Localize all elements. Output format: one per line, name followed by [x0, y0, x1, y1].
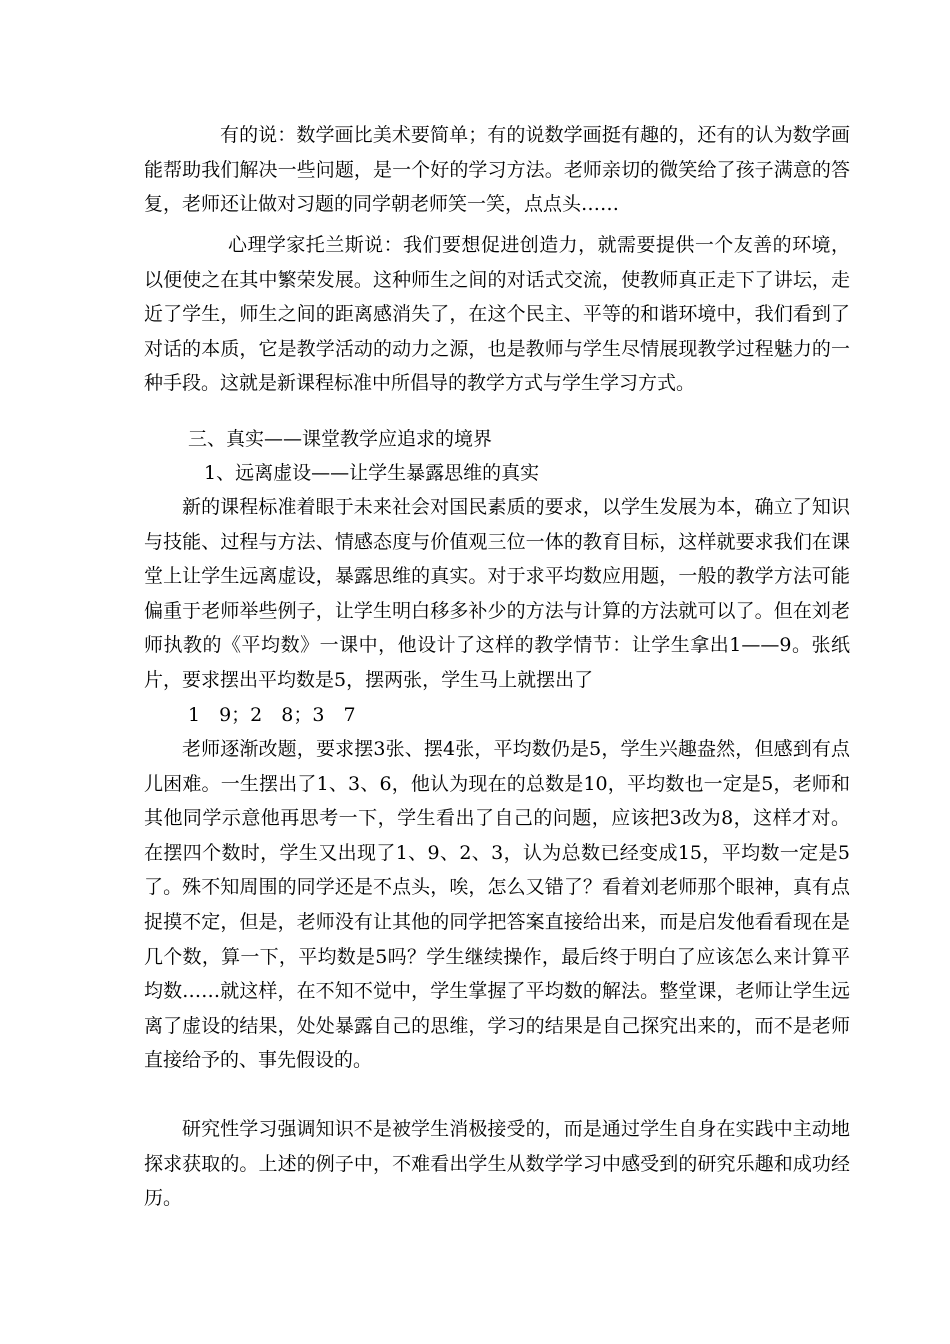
paragraph-research-learning: 研究性学习强调知识不是被学生消极接受的，而是通过学生自身在实践中主动地探求获取的。上述的例子中，不难看出学生从数学学习中感受到的研究乐趣和成功经历。 — [144, 1118, 850, 1210]
paragraph-average-lesson: 老师逐渐改题，要求摆3张、摆4张，平均数仍是5，学生兴趣盎然，但感到有点儿困难。一生摆出了1、3、6，他认为现在的总数是10，平均数也一定是5，老师和其他同学示意他再思考一下，学生看出了自己的问题，应该把3改为8，这样才对。在摆四个数时，学生又出现了1、9、2、3，认为总数已经变成15，平均数一定是5了。殊不知周围的同学还是不点头，唉，怎么又错了？看着刘老师那个眼神，真有点捉摸不定，但是，老师没有让其他的同学把答案直接给出来，而是启发他看看现在是几个数，算一下，平均数是5吗？学生继续操作，最后终于明白了应该怎么来计算平均数……就这样，在不知不觉中，学生掌握了平均数的解法。整堂课，老师让学生远离了虚设的结果，处处暴露自己的思维，学习的结果是自己探究出来的，而不是老师直接给予的、事先假设的。 — [144, 738, 850, 1072]
paragraph-curriculum-standard: 新的课程标准着眼于未来社会对国民素质的要求，以学生发展为本，确立了知识与技能、过程与方法、情感态度与价值观三位一体的教育目标，这样就要求我们在课堂上让学生远离虚设，暴露思维的真实。对于求平均数应用题，一般的教学方法可能偏重于老师举些例子，让学生明白移多补少的方法与计算的方法就可以了。但在刘老师执教的《平均数》一课中，他设计了这样的教学情节：让学生拿出1——9。张纸片，要求摆出平均数是5，摆两张，学生马上就摆出了 — [144, 496, 850, 691]
number-pairs-line: 1 9；2 8；3 7 — [188, 704, 356, 726]
section-heading-3: 三、真实——课堂教学应追求的境界 — [188, 428, 493, 450]
subsection-heading-1: 1、远离虚设——让学生暴露思维的真实 — [204, 462, 540, 484]
paragraph-student-opinions: 有的说：数学画比美术要简单；有的说数学画挺有趣的，还有的认为数学画能帮助我们解决一些问题，是一个好的学习方法。老师亲切的微笑给了孩子满意的答复，老师还让做对习题的同学朝老师笑一笑，点点头…… — [144, 124, 850, 216]
paragraph-torrance-quote: 心理学家托兰斯说：我们要想促进创造力，就需要提供一个友善的环境，以便使之在其中繁荣发展。这种师生之间的对话式交流，使教师真正走下了讲坛，走近了学生，师生之间的距离感消失了，在这个民主、平等的和谐环境中，我们看到了对话的本质，它是教学活动的动力之源，也是教师与学生尽情展现教学过程魅力的一种手段。这就是新课程标准中所倡导的教学方式与学生学习方式。 — [144, 234, 850, 395]
